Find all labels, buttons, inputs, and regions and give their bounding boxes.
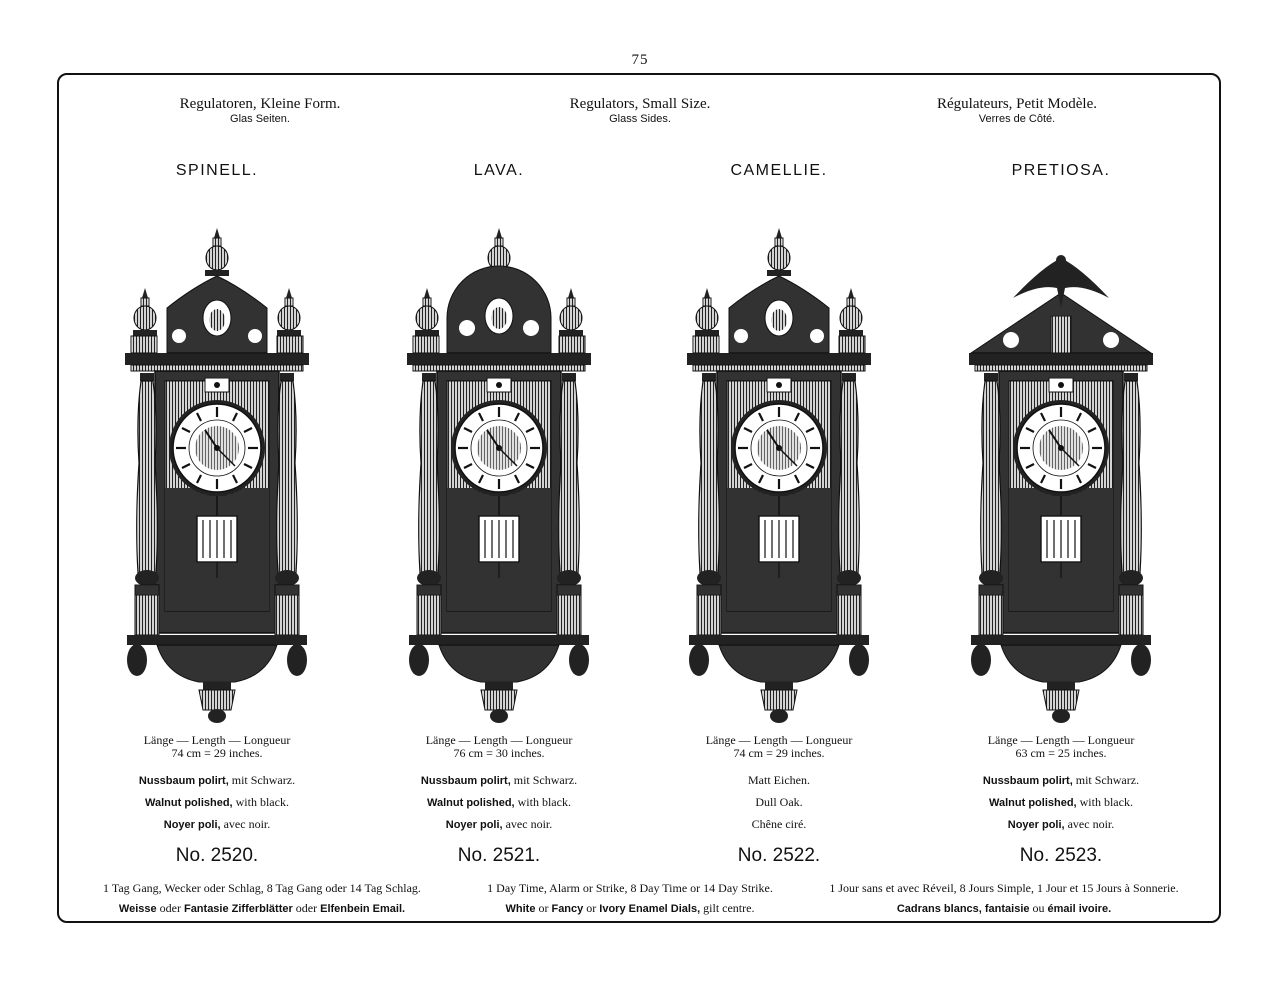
footer-fr-w1: Cadrans blancs, fantaisie [896, 903, 1030, 915]
finish-de-bold: Nussbaum polirt, [982, 775, 1073, 787]
model-name: SPINELL. [175, 162, 259, 179]
footer-french-line1: 1 Jour sans et avec Réveil, 8 Jours Simple, 1 Jour et 15 Jours à Sonnerie. [829, 881, 1179, 895]
model-name: LAVA. [473, 162, 525, 179]
model-name: CAMELLIE. [730, 162, 828, 179]
footer-english [440, 878, 820, 919]
dimension-value: 76 cm = 30 inches. [453, 746, 545, 760]
header-english [450, 96, 830, 126]
model-number: No. 2522. [737, 845, 821, 866]
finish-de-bold: Nussbaum polirt, [138, 775, 229, 787]
finish-en-rest: with black. [517, 795, 571, 809]
finish-en-bold: Walnut polished, [145, 797, 233, 809]
header-german-subtitle: Glas Seiten. [230, 113, 290, 125]
finish-de-rest: mit Schwarz. [513, 773, 578, 787]
dimension-value: 63 cm = 25 inches. [1015, 746, 1107, 760]
header-german-title: Regulatoren, Kleine Form. [179, 96, 341, 112]
dimension-label: Länge — Length — Longueur [143, 733, 291, 747]
finish-list [644, 769, 914, 835]
footer-en-w2: or [538, 901, 549, 915]
finish-en-bold: Walnut polished, [989, 797, 1077, 809]
finish-fr-rest: avec noir. [223, 817, 271, 831]
clock-column-lava [364, 160, 634, 867]
footer-english-line2 [440, 898, 820, 919]
footer-english-line1: 1 Day Time, Alarm or Strike, 8 Day Time or 14 Day Strike. [487, 881, 773, 895]
clock-illustration-lava [399, 198, 599, 728]
footer-de-w5: Elfenbein Email. [320, 903, 406, 915]
finish-fr-bold: Noyer poli, [163, 819, 221, 831]
page-number: 75 [631, 52, 649, 68]
clock-illustration-pretiosa [961, 198, 1161, 728]
header-german [70, 96, 450, 126]
finish-en-bold: Walnut polished, [427, 797, 515, 809]
footer-fr-w3: émail ivoire. [1047, 903, 1112, 915]
model-number: No. 2520. [175, 845, 259, 866]
dimension-value: 74 cm = 29 inches. [733, 746, 825, 760]
finish-list [364, 769, 634, 835]
footer-german [72, 878, 452, 919]
finish-fr-rest: Chêne ciré. [751, 817, 807, 831]
footer-de-w1: Weisse [118, 903, 157, 915]
dimension-label: Länge — Length — Longueur [425, 733, 573, 747]
finish-de-rest: Matt Eichen. [748, 773, 810, 787]
clock-column-pretiosa [926, 160, 1196, 867]
footer-de-w4: oder [295, 901, 318, 915]
model-number: No. 2521. [457, 845, 541, 866]
footer-en-w4: or [586, 901, 597, 915]
header-english-title: Regulators, Small Size. [569, 96, 711, 112]
footer-en-w6: gilt centre. [703, 901, 755, 915]
finish-fr-bold: Noyer poli, [445, 819, 503, 831]
header-french-subtitle: Verres de Côté. [978, 113, 1056, 125]
clock-column-spinell [82, 160, 352, 867]
dimensions [364, 734, 634, 760]
dimensions [82, 734, 352, 760]
footer-en-w5: Ivory Enamel Dials, [599, 903, 701, 915]
footer-french [814, 878, 1194, 919]
footer-french-line2 [814, 898, 1194, 919]
finish-fr-bold: Noyer poli, [1007, 819, 1065, 831]
header-french [827, 96, 1207, 126]
model-name: PRETIOSA. [1011, 162, 1111, 179]
finish-fr-rest: avec noir. [1067, 817, 1115, 831]
finish-en-rest: Dull Oak. [755, 795, 803, 809]
finish-en-rest: with black. [1079, 795, 1133, 809]
dimensions [926, 734, 1196, 760]
dimension-value: 74 cm = 29 inches. [171, 746, 263, 760]
finish-de-rest: mit Schwarz. [1075, 773, 1140, 787]
footer-german-line2 [72, 898, 452, 919]
clock-illustration-spinell [117, 198, 317, 728]
finish-de-rest: mit Schwarz. [231, 773, 296, 787]
footer-de-w3: Fantasie Zifferblätter [183, 903, 293, 915]
finish-en-rest: with black. [235, 795, 289, 809]
dimensions [644, 734, 914, 760]
finish-list [926, 769, 1196, 835]
footer-de-w2: oder [159, 901, 181, 915]
finish-list [82, 769, 352, 835]
footer-fr-w2: ou [1032, 901, 1045, 915]
clock-illustration-camellie [679, 198, 879, 728]
model-number: No. 2523. [1019, 845, 1103, 866]
footer-en-w1: White [505, 903, 536, 915]
finish-de-bold: Nussbaum polirt, [420, 775, 511, 787]
finish-fr-rest: avec noir. [505, 817, 553, 831]
header-french-title: Régulateurs, Petit Modèle. [937, 96, 1097, 112]
footer-german-line1: 1 Tag Gang, Wecker oder Schlag, 8 Tag Gang oder 14 Tag Schlag. [103, 881, 421, 895]
dimension-label: Länge — Length — Longueur [705, 733, 853, 747]
footer-en-w3: Fancy [551, 903, 584, 915]
dimension-label: Länge — Length — Longueur [987, 733, 1135, 747]
header-english-subtitle: Glass Sides. [609, 113, 671, 125]
clock-column-camellie [644, 160, 914, 867]
